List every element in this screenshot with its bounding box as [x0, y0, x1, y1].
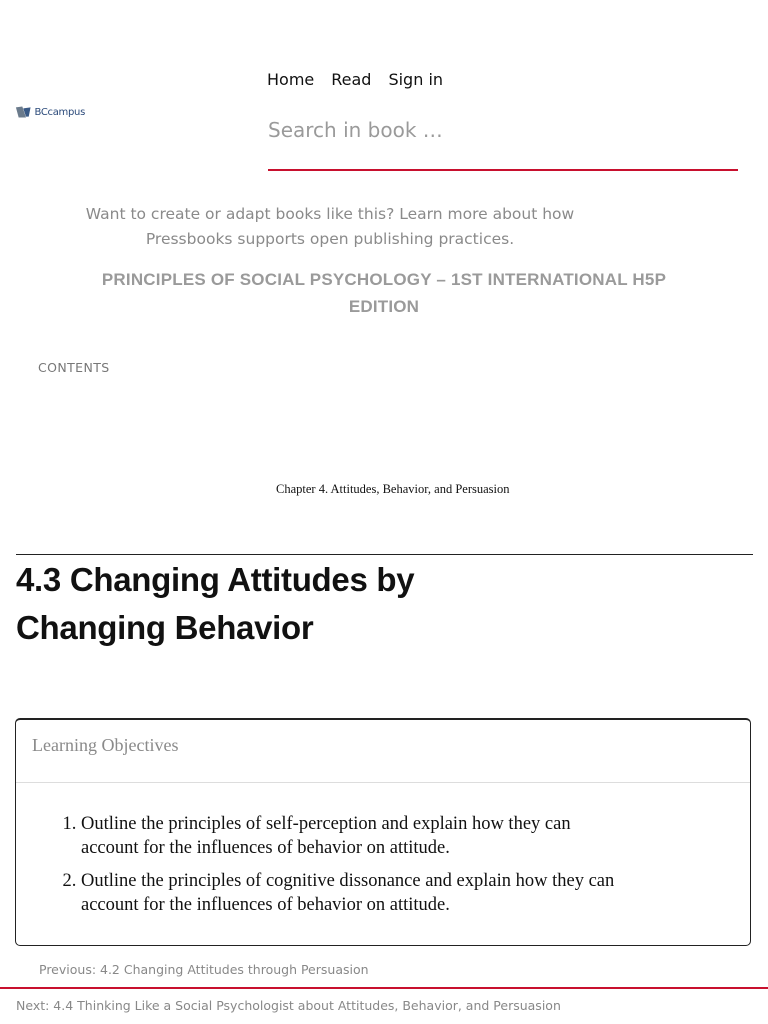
page-title: 4.3 Changing Attitudes by Changing Behavior	[16, 561, 415, 646]
chapter-label: Chapter 4. Attitudes, Behavior, and Persuasion	[276, 482, 510, 496]
book-title[interactable]: PRINCIPLES OF SOCIAL PSYCHOLOGY – 1ST INTERNATIONAL H5P EDITION	[101, 270, 667, 316]
learning-objectives-title: Learning Objectives	[32, 735, 179, 755]
search-box	[268, 112, 738, 171]
learning-objectives-box	[15, 718, 751, 946]
nav-read[interactable]: Read	[331, 70, 372, 89]
logo-text: BCcampus	[34, 106, 85, 118]
promo-text[interactable]: Want to create or adapt books like this? Learn more about how Pressbooks supports open publishing practices.	[85, 205, 575, 248]
footer-divider	[0, 987, 768, 989]
previous-page-link[interactable]: Previous: 4.2 Changing Attitudes through Persuasion	[39, 962, 369, 977]
list-item: 2. Outline the principles of cognitive dissonance and explain how they can account for the influences of behavior on attitude.	[81, 869, 621, 917]
learning-objectives-header	[16, 720, 750, 783]
search-input[interactable]	[268, 112, 738, 148]
bccampus-logo[interactable]	[15, 102, 85, 122]
contents-toggle[interactable]: CONTENTS	[38, 360, 110, 375]
learning-objectives-list	[16, 812, 621, 926]
title-divider	[16, 554, 753, 555]
next-page-link[interactable]: Next: 4.4 Thinking Like a Social Psychologist about Attitudes, Behavior, and Persuasion	[16, 998, 561, 1013]
list-item: 1. Outline the principles of self-perception and explain how they can account for the influences of behavior on attitude.	[81, 812, 621, 860]
nav-sign-in[interactable]: Sign in	[388, 70, 444, 89]
bccampus-logo-icon	[15, 104, 31, 120]
top-nav	[267, 70, 443, 89]
nav-home[interactable]: Home	[267, 70, 315, 89]
